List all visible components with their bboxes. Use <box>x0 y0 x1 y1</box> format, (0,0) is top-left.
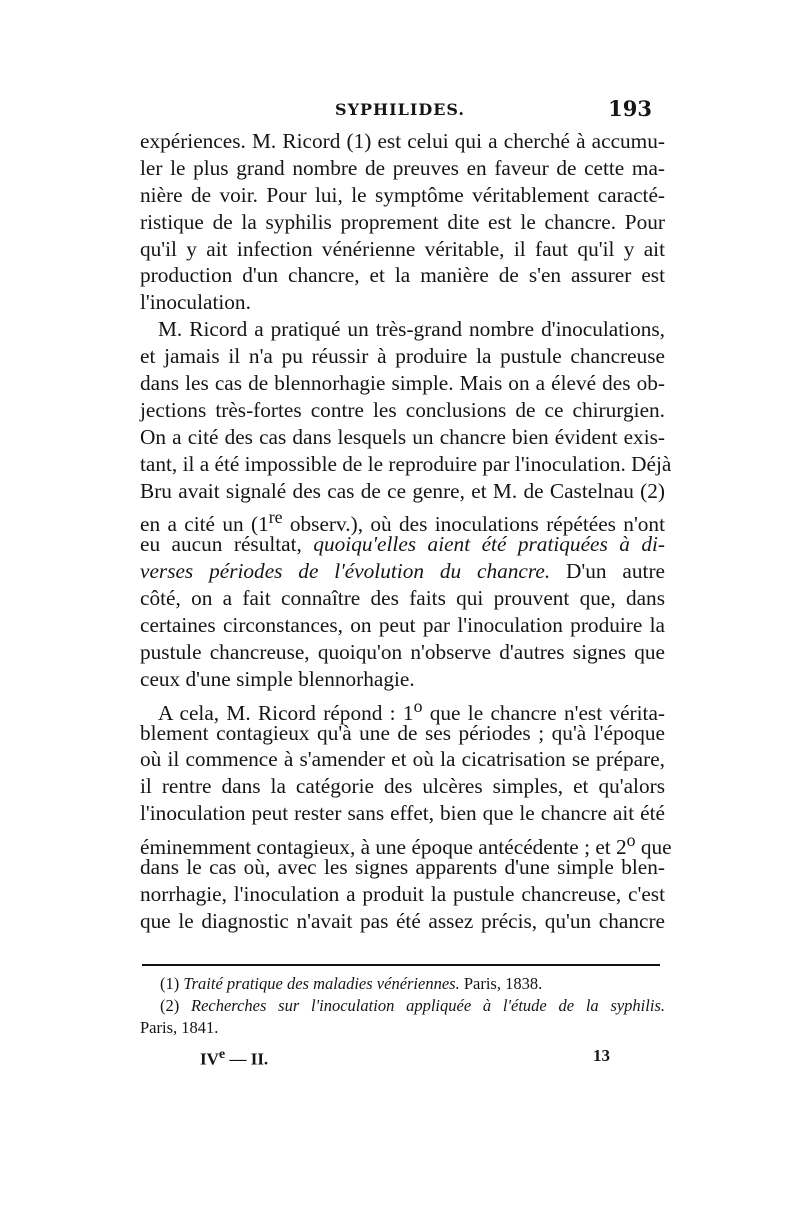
text-line: dans le cas où, avec les signes apparents d'une simple blen- <box>140 855 665 880</box>
text-line: jections très-fortes contre les conclusions de ce chirurgien. <box>140 397 665 422</box>
page-number: 193 <box>608 96 652 121</box>
text-line: ristique de la syphilis proprement dite est le chancre. Pour <box>140 209 665 234</box>
sheet-number: 13 <box>593 1046 610 1065</box>
footnote-1: (1) Traité pratique des maladies vénériennes. Paris, 1838. <box>160 974 543 993</box>
text-line: l'inoculation. <box>140 290 251 315</box>
text-line: expériences. M. Ricord (1) est celui qui a cherché à accumu- <box>140 129 665 153</box>
text-line: en a cité un (1re observ.), où des inoculations répétées n'ont <box>140 507 665 537</box>
text-line: et jamais il n'a pu réussir à produire la pustule chancreuse <box>140 344 665 369</box>
text-line: il rentre dans la catégorie des ulcères simples, et qu'alors <box>140 774 665 799</box>
text-line: ler le plus grand nombre de preuves en faveur de cette ma- <box>140 155 665 180</box>
footnote-2: (2) Recherches sur l'inoculation appliquée à l'étude de la syphilis. <box>160 996 665 1015</box>
text-line: production d'un chancre, et la manière de s'en assurer est <box>140 263 665 288</box>
text-line: éminemment contagieux, à une époque antécédente ; et 2$^o$ que <box>140 830 672 860</box>
footnotes <box>140 973 665 1039</box>
text-line: On a cité des cas dans lesquels un chancre bien évident exis- <box>140 424 665 449</box>
text-line: certaines circonstances, on peut par l'inoculation produire la <box>140 613 665 638</box>
running-title: SYPHILIDES. <box>335 100 465 119</box>
text-line: où il commence à s'amender et où la cicatrisation se prépare, <box>140 747 665 772</box>
text-line: l'inoculation peut rester sans effet, bien que le chancre ait été <box>140 801 665 826</box>
text-line: verses périodes de l'évolution du chancre. D'un autre <box>140 559 665 584</box>
text-line: pustule chancreuse, quoiqu'on n'observe d'autres signes que <box>140 639 665 664</box>
text-line: M. Ricord a pratiqué un très-grand nombre d'inoculations, <box>158 317 665 342</box>
footnote-2-continuation: Paris, 1841. <box>140 1018 219 1037</box>
footnote-rule <box>142 964 660 966</box>
text-line: Bru avait signalé des cas de ce genre, et M. de Castelnau (2) <box>140 478 665 503</box>
text-line: qu'il y ait infection vénérienne véritable, il faut qu'il y ait <box>140 236 665 261</box>
page-header <box>140 96 660 126</box>
main-text <box>140 128 672 935</box>
text-line: côté, on a fait connaître des faits qui prouvent que, dans <box>140 586 665 611</box>
text-line: blement contagieux qu'à une de ses périodes ; qu'à l'époque <box>140 720 665 745</box>
text-line: eu aucun résultat, quoiqu'elles aient été pratiquées à di- <box>140 532 665 557</box>
text-line: dans les cas de blennorhagie simple. Mais on a élevé des ob- <box>140 371 665 396</box>
printer-signature <box>140 1046 665 1072</box>
text-line: norrhagie, l'inoculation a produit la pustule chancreuse, c'est <box>140 881 665 906</box>
text-line: que le diagnostic n'avait pas été assez précis, qu'un chancre <box>140 908 665 933</box>
text-line: ceux d'une simple blennorhagie. <box>140 666 415 691</box>
volume-mark: IVe — II. <box>200 1046 269 1069</box>
text-line: nière de voir. Pour lui, le symptôme véritablement caracté- <box>140 182 665 207</box>
text-line: A cela, M. Ricord répond : 1$^o$ que le chancre n'est vérita- <box>158 695 665 725</box>
text-line: tant, il a été impossible de le reproduire par l'inoculation. Déjà <box>140 451 672 476</box>
